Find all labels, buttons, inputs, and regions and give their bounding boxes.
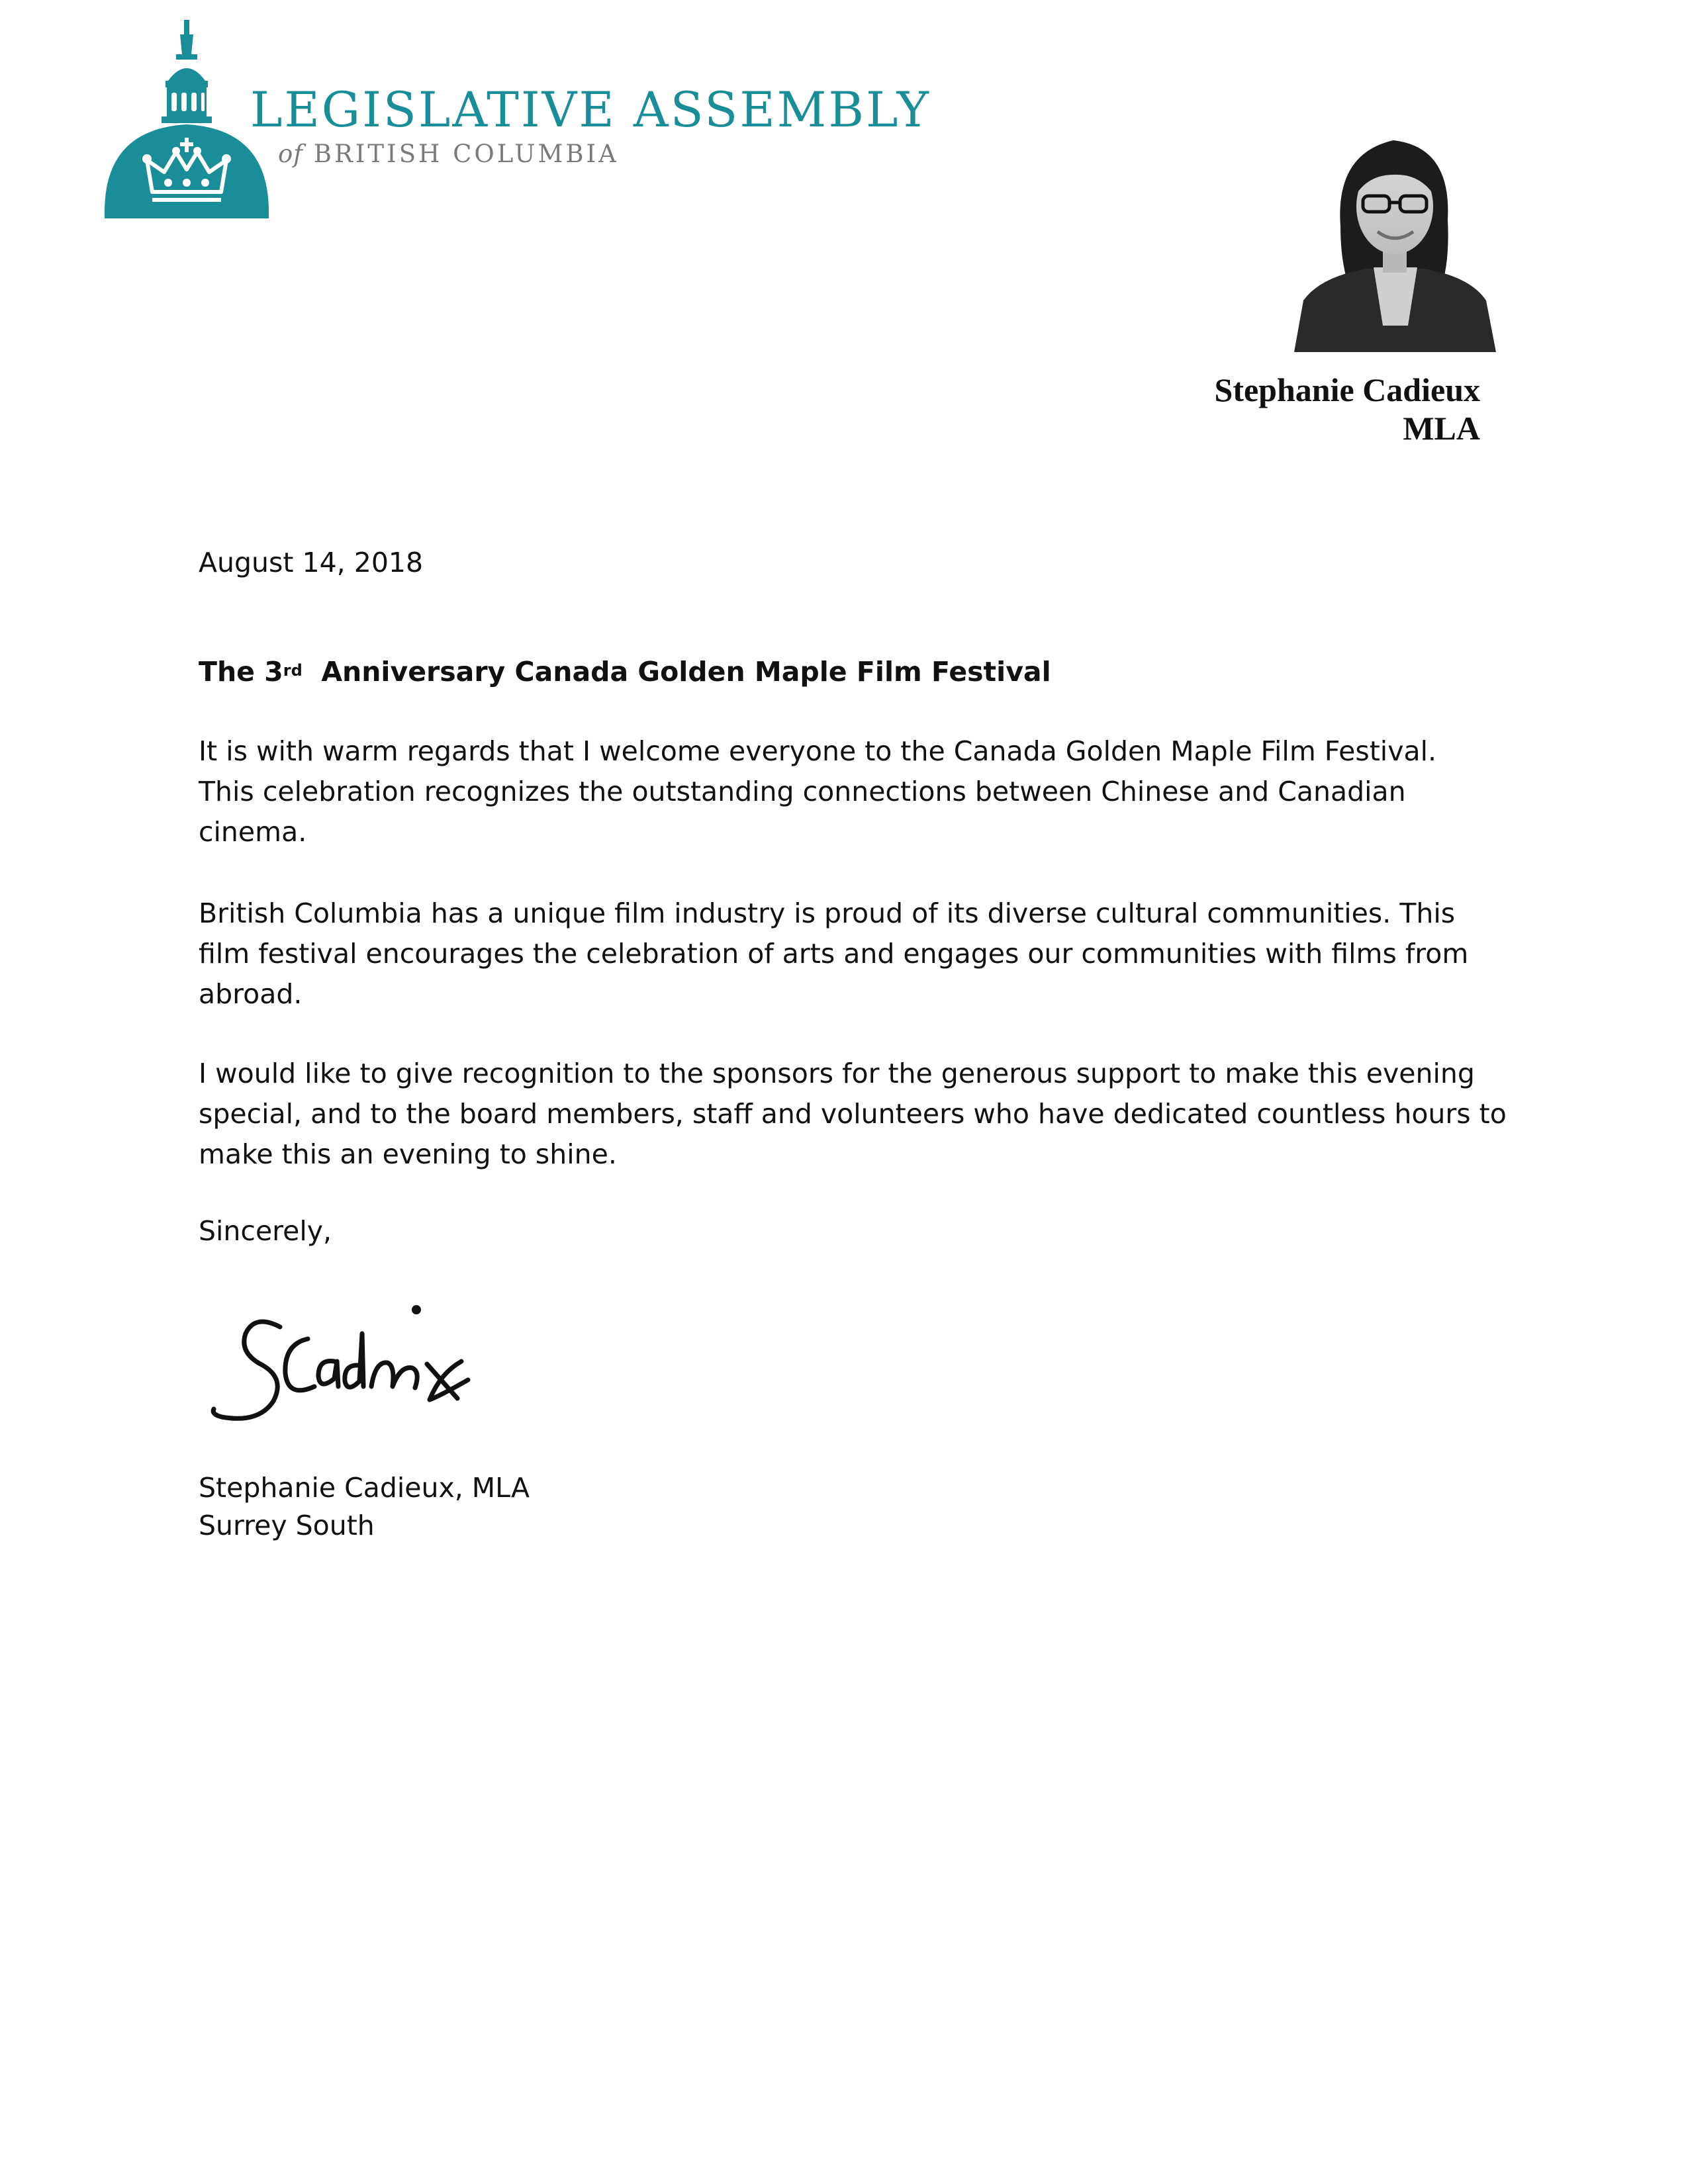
heading-title: Anniversary Canada Golden Maple Film Festival	[302, 656, 1051, 688]
paragraph-line: abroad.	[199, 978, 303, 1010]
paragraph-recognition	[199, 1054, 1507, 1175]
mla-name: Stephanie Cadieux	[1214, 371, 1480, 408]
letterhead-subtitle	[278, 142, 619, 166]
paragraph-line: I would like to give recognition to the sponsors for the generous support to make this evening	[199, 1058, 1475, 1089]
mla-title: MLA	[1403, 410, 1480, 447]
paragraph-line: special, and to the board members, staff and volunteers who have dedicated countless hours to	[199, 1098, 1507, 1130]
letter-date: August 14, 2018	[199, 547, 424, 578]
letter-closing: Sincerely,	[199, 1215, 332, 1247]
paragraph-line: This celebration recognizes the outstanding connections between Chinese and Canadian	[199, 776, 1406, 807]
paragraph-line: British Columbia has a unique film industry is proud of its diverse cultural communities. This	[199, 897, 1456, 929]
letterhead-title: LEGISLATIVE ASSEMBLY	[250, 82, 931, 138]
signature-name: Stephanie Cadieux, MLA	[199, 1472, 530, 1504]
heading-prefix: The 3	[199, 656, 283, 688]
handwritten-signature	[202, 1287, 493, 1433]
letter-heading	[199, 652, 1051, 692]
legislature-dome-crown-icon	[105, 20, 270, 218]
paragraph-line: make this an evening to shine.	[199, 1138, 617, 1170]
paragraph-line: cinema.	[199, 816, 307, 848]
letterhead-subtitle-province: BRITISH COLUMBIA	[313, 140, 619, 168]
signature-block	[199, 1469, 530, 1545]
paragraph-industry	[199, 893, 1468, 1015]
signature-riding: Surrey South	[199, 1510, 375, 1541]
letterhead-subtitle-of: of	[278, 140, 303, 168]
paragraph-line: It is with warm regards that I welcome everyone to the Canada Golden Maple Film Festival.	[199, 735, 1437, 767]
heading-superscript: rd	[283, 661, 303, 680]
portrait-photo	[1294, 127, 1496, 352]
paragraph-welcome	[199, 731, 1436, 852]
paragraph-line: film festival encourages the celebration of arts and engages our communities with films from	[199, 938, 1469, 970]
mla-name-block	[1215, 371, 1480, 447]
